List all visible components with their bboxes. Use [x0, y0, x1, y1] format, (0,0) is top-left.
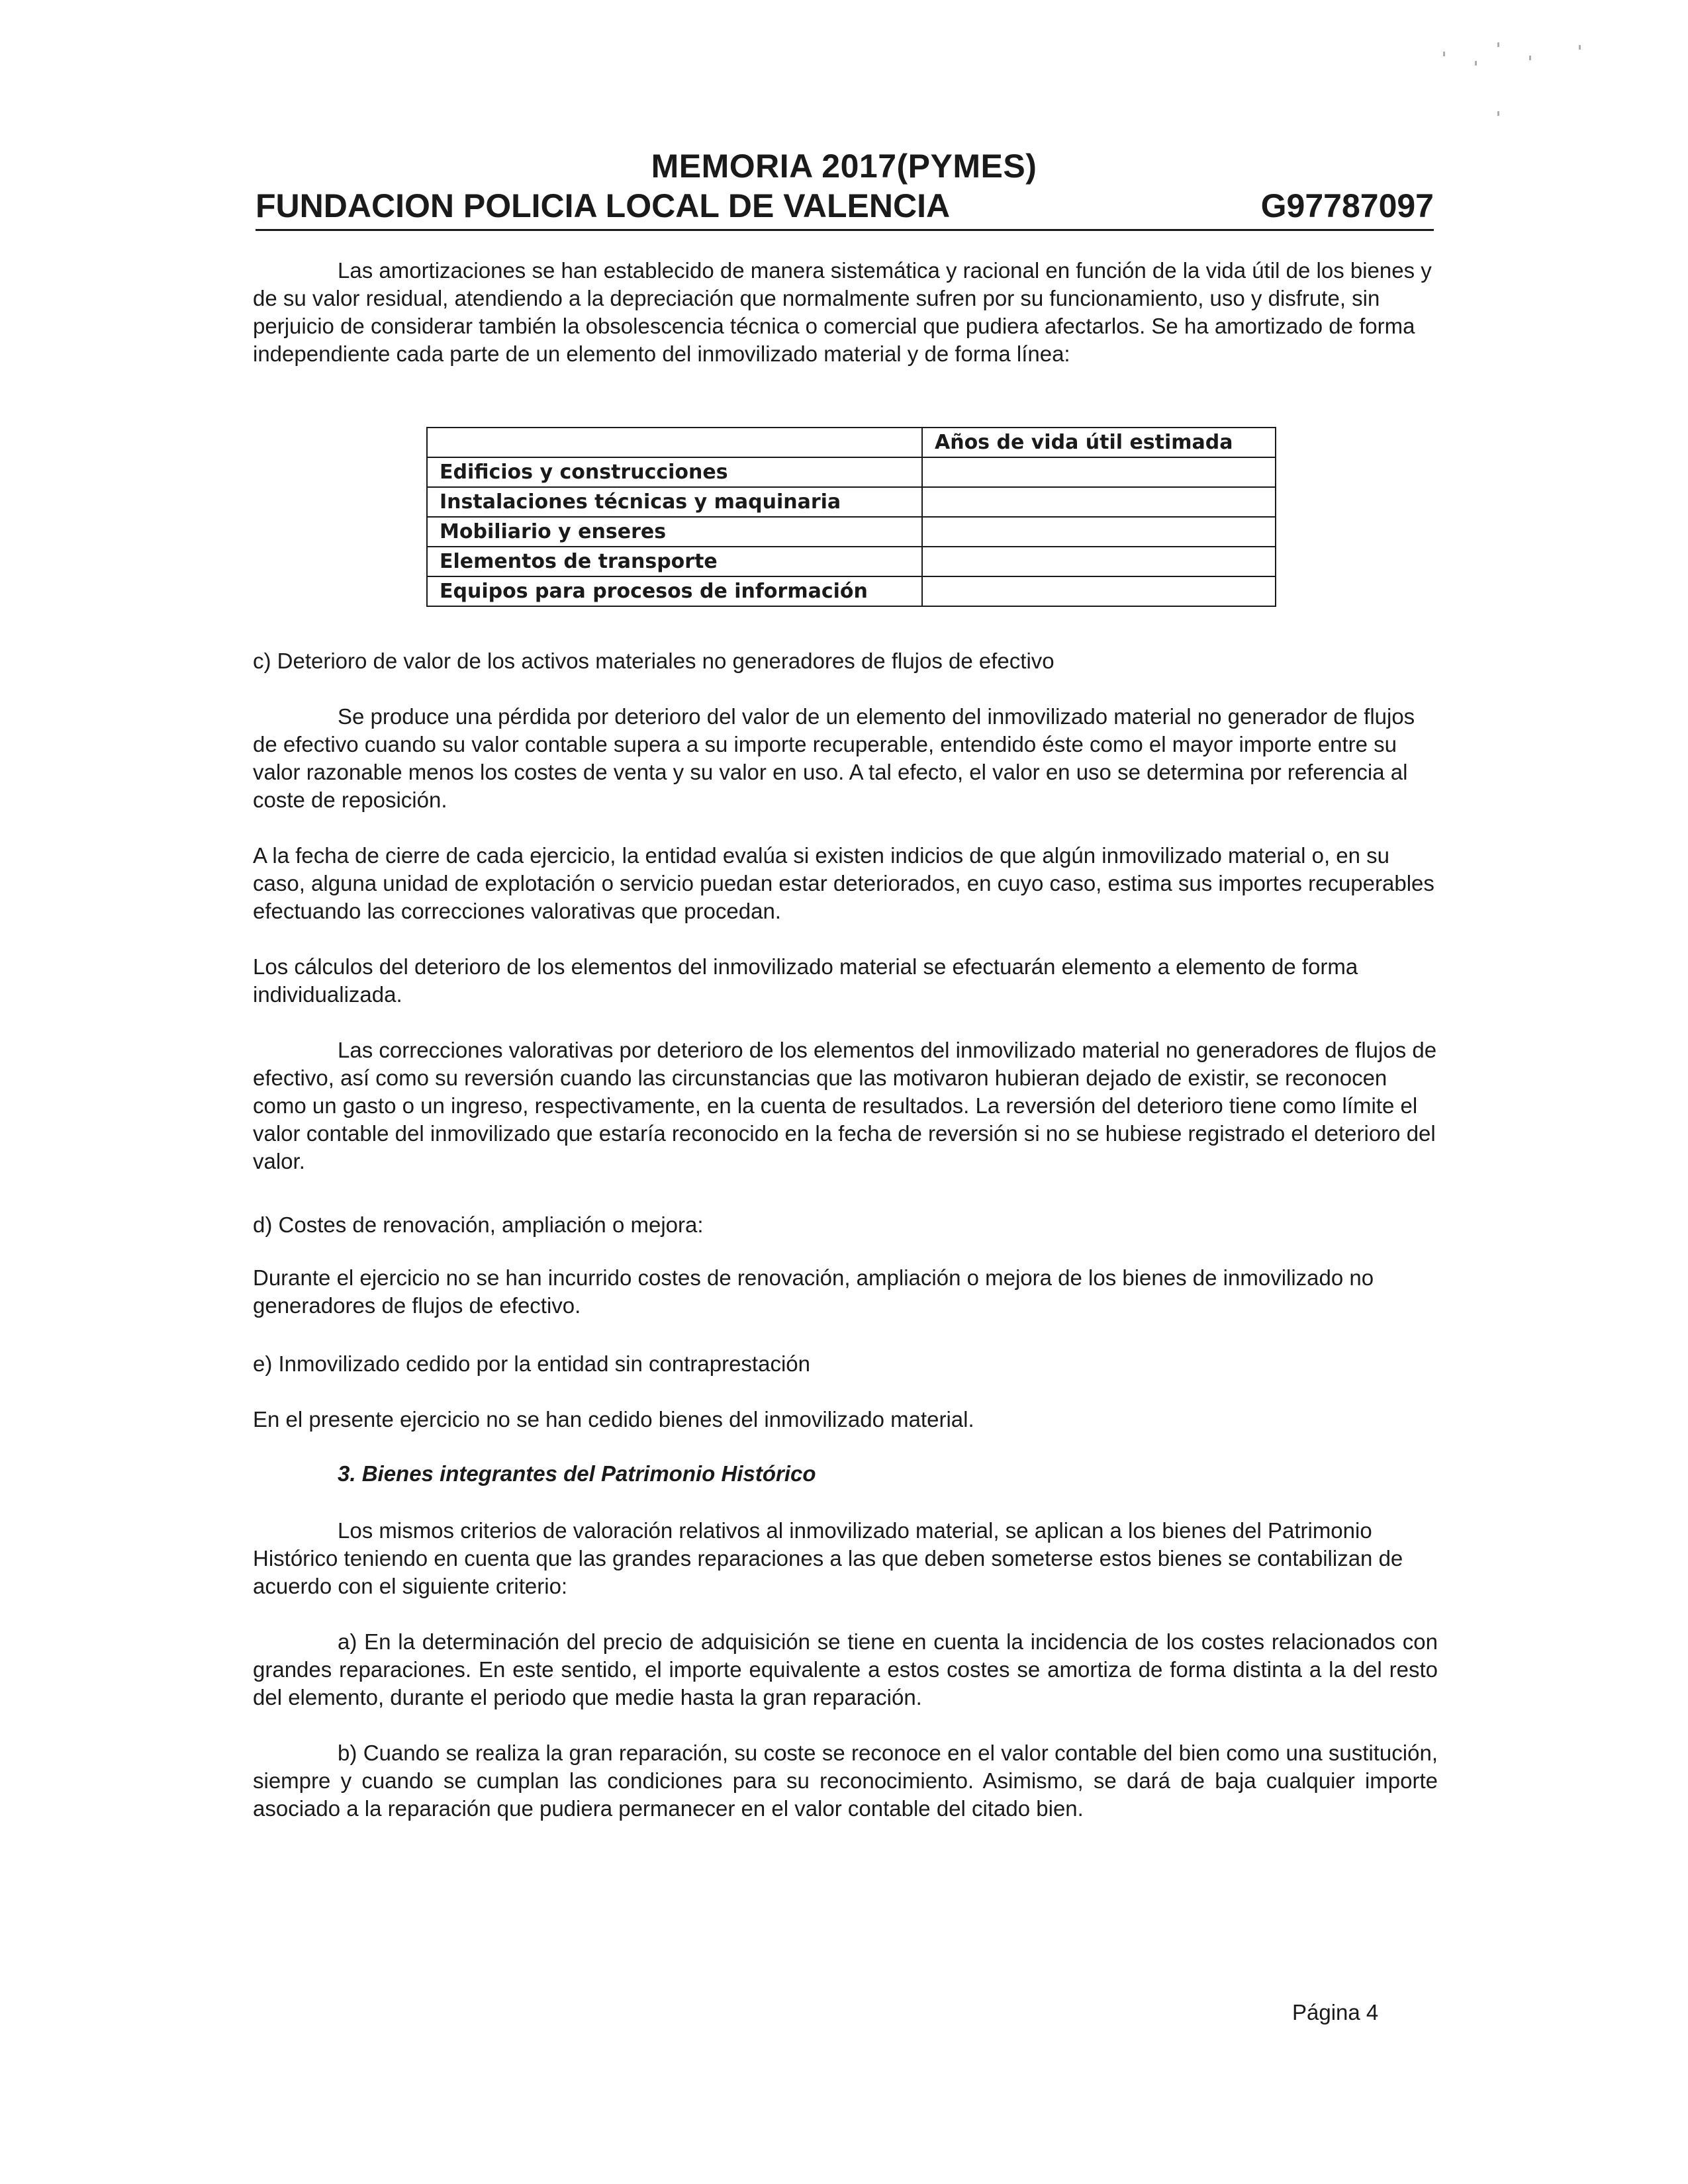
asset-years	[922, 576, 1276, 606]
section-c-paragraph-4: Las correcciones valorativas por deterioro de los elementos del inmovilizado material no generadores de flujos de efectivo, así como su reversión cuando las circunstancias que las motivaron hubieran dejado de existir, se reconocen como un gasto o un ingreso, respectivamente, en la cuenta de resultados. La reversión del deterioro tiene como límite el valor contable del inmovilizado que estaría reconocido en la fecha de reversión si no se hubiese registrado el deterioro del valor.	[253, 1038, 1437, 1173]
section-3-point-a: a) En la determinación del precio de adquisición se tiene en cuenta la incidencia de los costes relacionados con grandes reparaciones. En este sentido, el importe equivalente a estos costes se amortiza de forma distinta a la del resto del elemento, durante el periodo que medie hasta la gran reparación.	[253, 1629, 1438, 1709]
section-c-heading: c) Deterioro de valor de los activos materiales no generadores de flujos de efectivo	[253, 649, 1055, 673]
table-header-empty	[427, 428, 922, 457]
asset-years	[922, 517, 1276, 547]
asset-years	[922, 457, 1276, 487]
section-c-paragraph-2: A la fecha de cierre de cada ejercicio, la entidad evalúa si existen indicios de que algún inmovilizado material o, en su caso, alguna unidad de explotación o servicio puedan estar deteriorados, en cuyo caso, estima sus importes recuperables efectuando las correcciones valorativas que procedan.	[253, 843, 1434, 923]
table-row	[427, 517, 1276, 547]
section-e-paragraph: En el presente ejercicio no se han cedido bienes del inmovilizado material.	[253, 1407, 974, 1432]
section-3-heading: 3. Bienes integrantes del Patrimonio Histórico	[338, 1461, 816, 1486]
table-row	[427, 576, 1276, 606]
header-line	[256, 187, 1434, 231]
section-3-point-b: b) Cuando se realiza la gran reparación, su coste se reconoce en el valor contable del bien como una sustitución, siempre y cuando se cumplan las condiciones para su reconocimiento. Asimismo, se dará de baja cualquier importe asociado a la reparación que pudiera permanecer en el valor contable del citado bien.	[253, 1741, 1438, 1821]
asset-years	[922, 547, 1276, 576]
scan-speck	[1579, 45, 1581, 50]
scan-speck	[1497, 42, 1499, 47]
table-row	[427, 457, 1276, 487]
asset-label: Equipos para procesos de información	[427, 576, 922, 606]
tax-id: G97787097	[1260, 187, 1434, 224]
table-row	[427, 487, 1276, 517]
document-title: MEMORIA 2017(PYMES)	[651, 148, 1037, 185]
section-d-paragraph: Durante el ejercicio no se han incurrido costes de renovación, ampliación o mejora de los bienes de inmovilizado no generadores de flujos de efectivo.	[253, 1265, 1374, 1318]
page-number: Página 4	[1292, 2000, 1379, 2025]
table-header-years: Años de vida útil estimada	[922, 428, 1276, 457]
asset-label: Mobiliario y enseres	[427, 517, 922, 547]
table-header-row	[427, 428, 1276, 457]
asset-label: Instalaciones técnicas y maquinaria	[427, 487, 922, 517]
intro-paragraph: Las amortizaciones se han establecido de manera sistemática y racional en función de la vida útil de los bienes y de su valor residual, atendiendo a la depreciación que normalmente sufren por su funcionamiento, uso y disfrute, sin perjuicio de considerar también la obsolescencia técnica o comercial que pudiera afectarlos. Se ha amortizado de forma independiente cada parte de un elemento del inmovilizado material y de forma línea:	[253, 258, 1432, 366]
scan-speck	[1443, 52, 1445, 56]
section-d-heading: d) Costes de renovación, ampliación o mejora:	[253, 1212, 704, 1237]
section-e-heading: e) Inmovilizado cedido por la entidad sin contraprestación	[253, 1351, 810, 1376]
section-c-paragraph-1: Se produce una pérdida por deterioro del valor de un elemento del inmovilizado material no generador de flujos de efectivo cuando su valor contable supera a su importe recuperable, entendido éste como el mayor importe entre su valor razonable menos los costes de venta y su valor en uso. A tal efecto, el valor en uso se determina por referencia al coste de reposición.	[253, 704, 1415, 812]
asset-label: Elementos de transporte	[427, 547, 922, 576]
useful-life-table	[426, 427, 1276, 607]
organization-name: FUNDACION POLICIA LOCAL DE VALENCIA	[256, 187, 951, 224]
scan-speck	[1529, 56, 1531, 60]
asset-label: Edificios y construcciones	[427, 457, 922, 487]
asset-years	[922, 487, 1276, 517]
scan-speck	[1475, 61, 1477, 66]
scan-speck	[1497, 111, 1499, 116]
table-row	[427, 547, 1276, 576]
section-3-paragraph: Los mismos criterios de valoración relativos al inmovilizado material, se aplican a los bienes del Patrimonio Histórico teniendo en cuenta que las grandes reparaciones a las que deben someterse estos bienes se contabilizan de acuerdo con el siguiente criterio:	[253, 1518, 1403, 1598]
section-c-paragraph-3: Los cálculos del deterioro de los elementos del inmovilizado material se efectuarán elemento a elemento de forma individualizada.	[253, 954, 1358, 1007]
